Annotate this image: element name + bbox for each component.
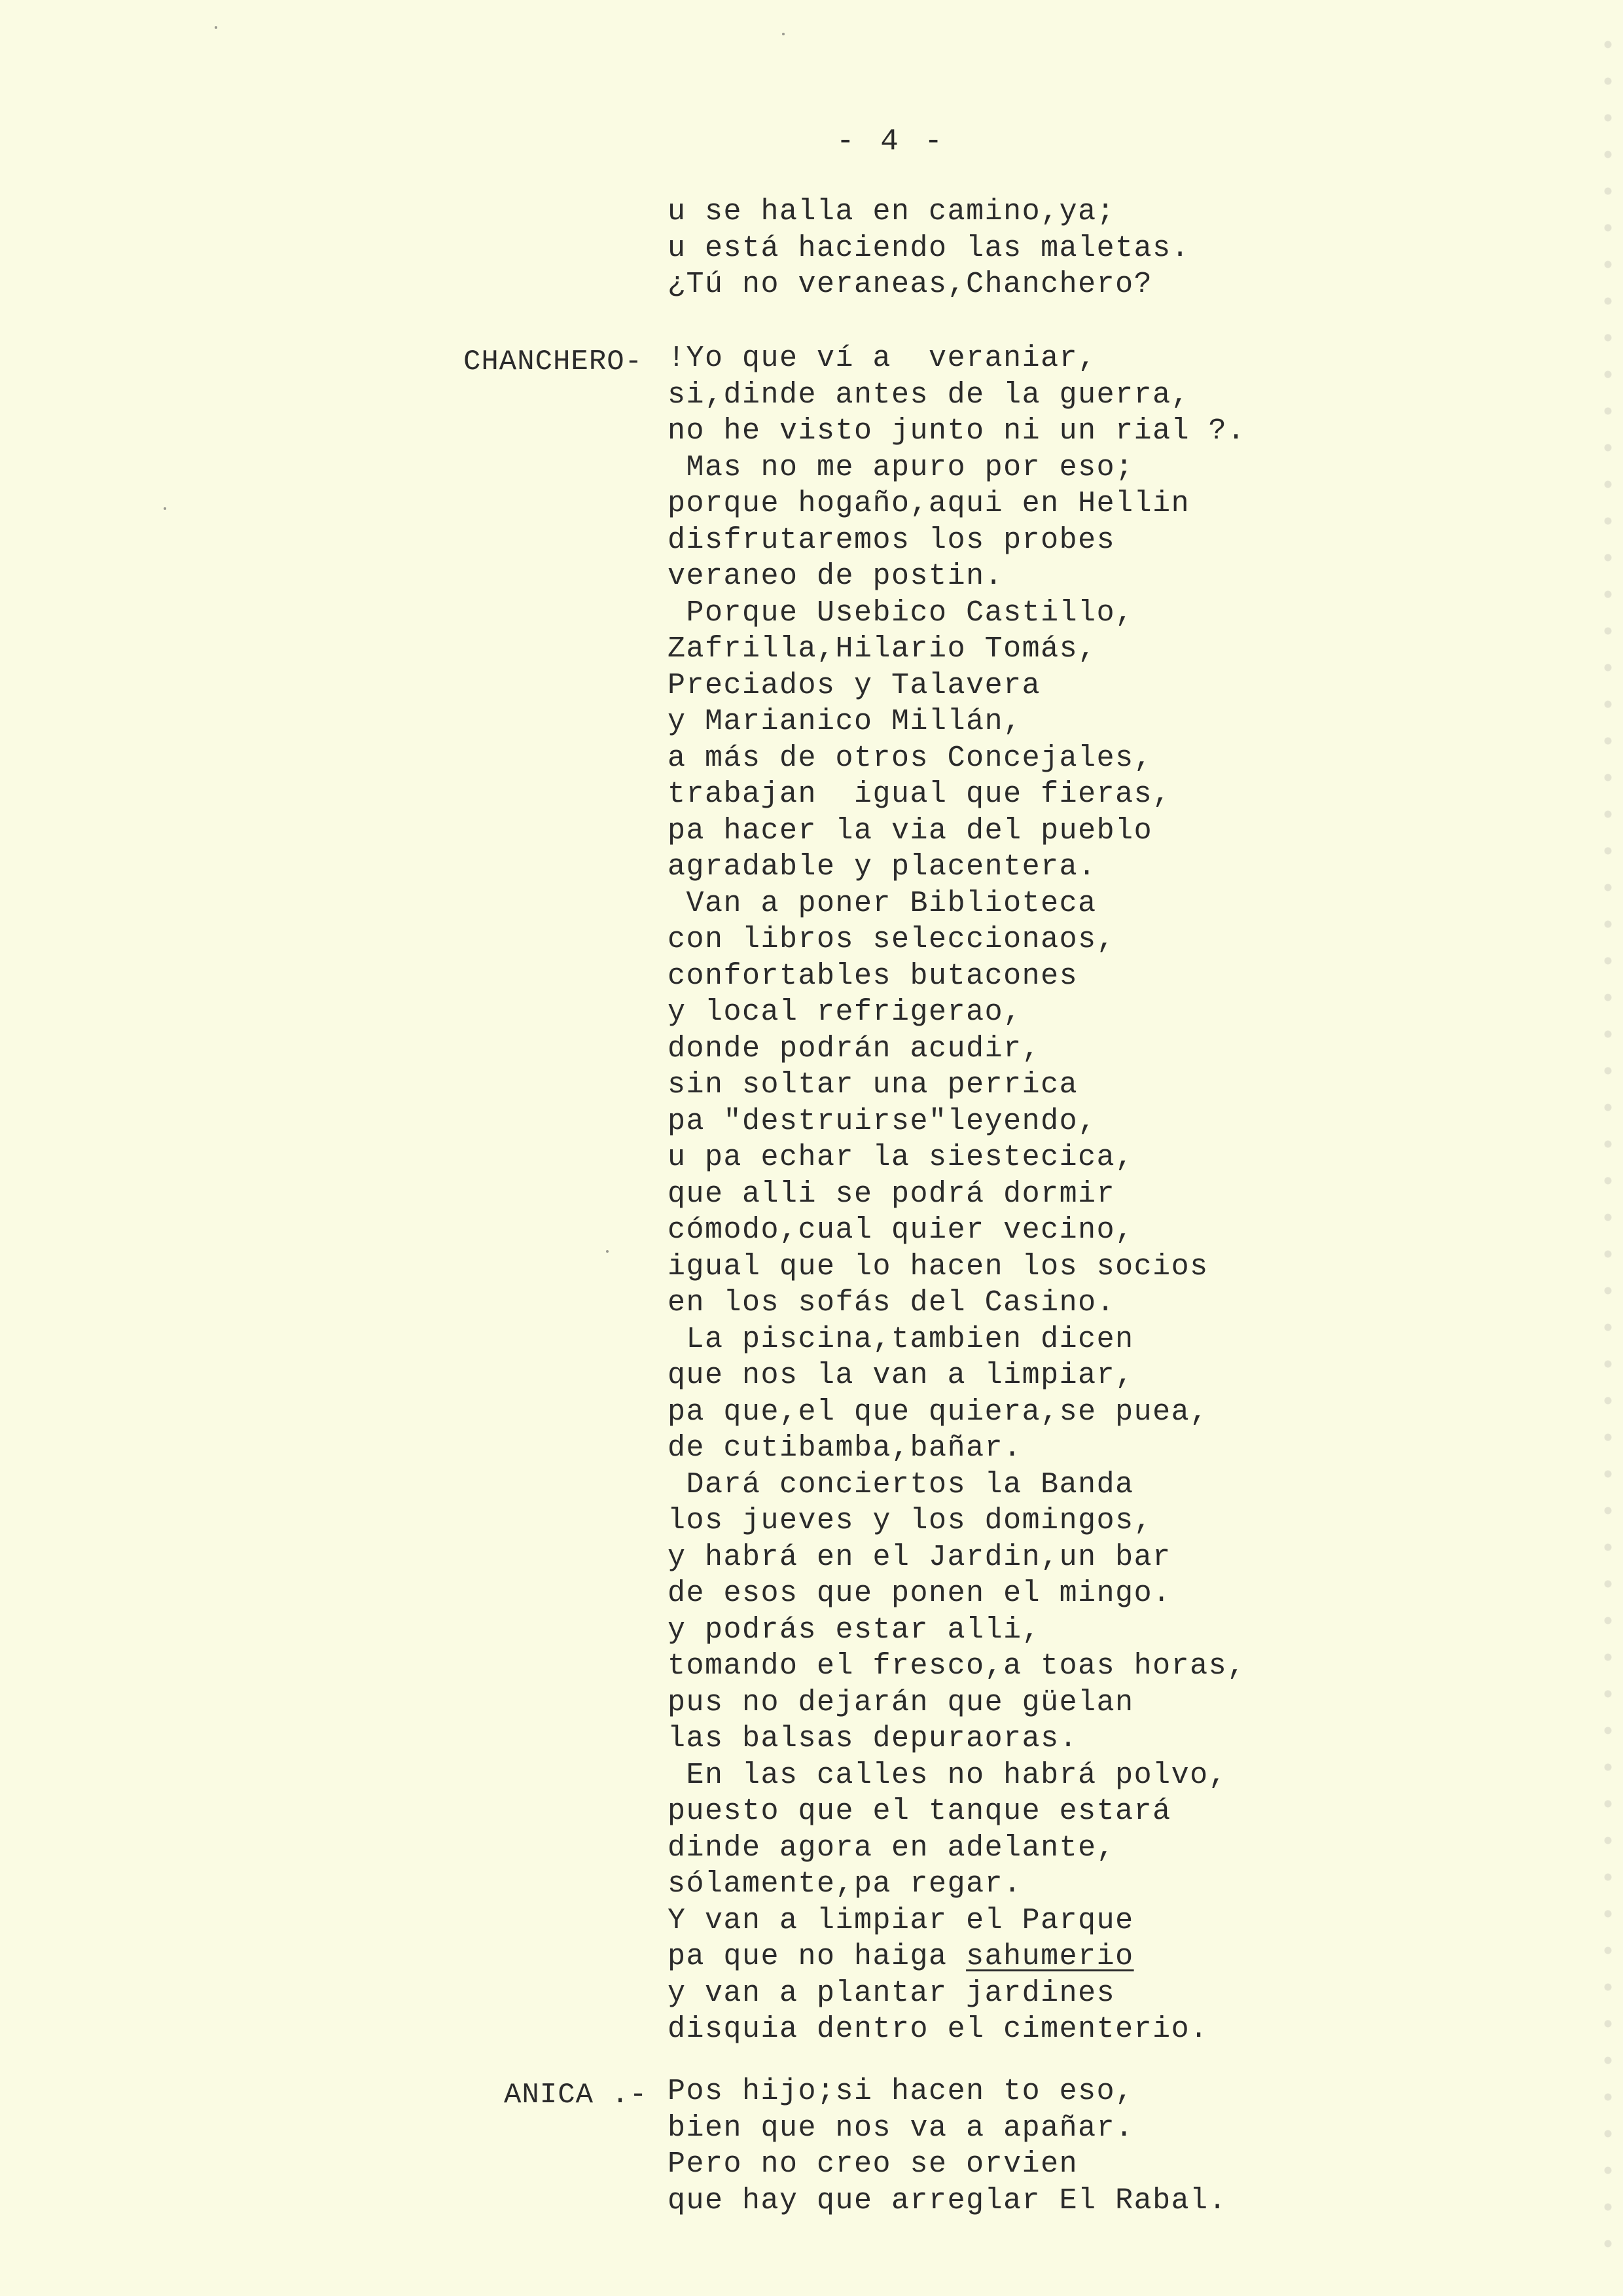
verse-line: La piscina,tambien dicen [668, 1322, 1134, 1356]
verse-line: que nos la van a limpiar, [668, 1359, 1134, 1392]
verse-line: !Yo que ví a veraniar, [668, 342, 1097, 375]
verse-line: Pero no creo se orvien [668, 2147, 1079, 2181]
verse-line: los jueves y los domingos, [668, 1504, 1153, 1537]
paper-speck [215, 26, 217, 29]
verse-line: de esos que ponen el mingo. [668, 1577, 1171, 1610]
verse-line: cómodo,cual quier vecino, [668, 1213, 1134, 1247]
paper-speck [606, 1250, 609, 1253]
paper-speck [164, 507, 166, 510]
verse-line: que alli se podrá dormir [668, 1177, 1116, 1211]
verse-line: disfrutaremos los probes [668, 523, 1116, 557]
verse-line: y podrás estar alli, [668, 1613, 1041, 1647]
verse-line: confortables butacones [668, 959, 1079, 993]
verse-line: no he visto junto ni un rial ?. [668, 414, 1246, 448]
verse-line: agradable y placentera. [668, 850, 1097, 884]
verse-line: disquia dentro el cimenterio. [668, 2013, 1209, 2046]
verse-line: sin soltar una perrica [668, 1068, 1079, 1102]
verse-line: Dará conciertos la Banda [668, 1467, 1134, 1501]
verse-line: igual que lo hacen los socios [668, 1249, 1209, 1283]
verse-line: y local refrigerao, [668, 996, 1022, 1029]
verse-line: Y van a limpiar el Parque [668, 1903, 1134, 1937]
verse-line: porque hogaño,aqui en Hellin [668, 487, 1190, 520]
verse-line: de cutibamba,bañar. [668, 1431, 1022, 1465]
verse-line: si,dinde antes de la guerra, [668, 378, 1190, 412]
verse-line: Pos hijo;si hacen to eso, [668, 2075, 1134, 2108]
verse-line: a más de otros Concejales, [668, 741, 1153, 775]
verse-lines [668, 340, 1246, 2048]
speaker-name: ANICA .- [504, 2079, 648, 2111]
verse-line: y van a plantar jardines [668, 1976, 1116, 2010]
verse-line: Porque Usebico Castillo, [668, 596, 1134, 630]
verse-line: pa hacer la via del pueblo [668, 814, 1153, 848]
verse-line: tomando el fresco,a toas horas, [668, 1649, 1246, 1683]
verse-line: veraneo de postin. [668, 560, 1004, 593]
page-number: - 4 - [836, 124, 947, 158]
verse-line: con libros seleccionaos, [668, 923, 1116, 956]
verse-line: trabajan igual que fieras, [668, 778, 1171, 811]
verse-line: Zafrilla,Hilario Tomás, [668, 632, 1097, 666]
verse-line: u se halla en camino,ya; [668, 195, 1116, 228]
verse-lines [668, 2073, 1227, 2219]
verse-line: u está haciendo las maletas. [668, 231, 1190, 265]
perforated-edge [1602, 26, 1614, 2265]
verse-line: pa que,el que quiera,se puea, [668, 1395, 1209, 1429]
verse-lines [668, 194, 1190, 303]
verse-line: y Marianico Millán, [668, 705, 1022, 738]
underlined-word: sahumerio [966, 1940, 1134, 1973]
verse-line: puesto que el tanque estará [668, 1795, 1171, 1828]
verse-line-with-underline [668, 1939, 1246, 1975]
verse-line: bien que nos va a apañar. [668, 2111, 1134, 2145]
verse-line: donde podrán acudir, [668, 1031, 1041, 1066]
speaker-name: CHANCHERO- [463, 346, 643, 378]
verse-line: que hay que arreglar El Rabal. [668, 2183, 1228, 2217]
verse-line: las balsas depuraoras. [668, 1722, 1079, 1755]
paper-speck [782, 33, 785, 35]
verse-line: y habrá en el Jardin,un bar [668, 1540, 1171, 1574]
verse-line: en los sofás del Casino. [668, 1286, 1116, 1319]
verse-line: pa "destruirse"leyendo, [668, 1104, 1097, 1138]
verse-line: u pa echar la siestecica, [668, 1141, 1134, 1174]
verse-line: pus no dejarán que güelan [668, 1685, 1134, 1719]
verse-line: Preciados y Talavera [668, 668, 1041, 702]
verse-line: En las calles no habrá polvo, [668, 1758, 1228, 1792]
verse-line: dinde agora en adelante, [668, 1831, 1116, 1865]
verse-line: Mas no me apuro por eso; [668, 450, 1134, 484]
verse-line: Van a poner Biblioteca [668, 886, 1097, 920]
verse-line-prefix: pa que no haiga [668, 1940, 967, 1973]
verse-line: ¿Tú no veraneas,Chanchero? [668, 268, 1153, 301]
verse-line: sólamente,pa regar. [668, 1867, 1022, 1901]
